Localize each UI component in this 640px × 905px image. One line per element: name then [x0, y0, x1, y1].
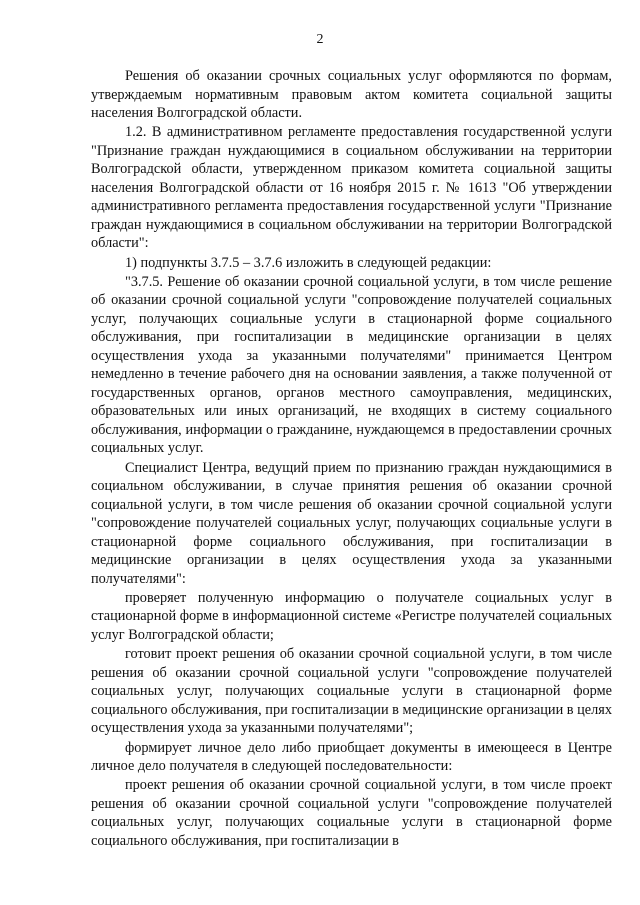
paragraph-checks-information: проверяет полученную информацию о получателе социальных услуг в стационарной форме в информационной системе «Регистре получателей социальных услуг Волгоградской области; — [91, 589, 612, 643]
paragraph-1-2-regulation-amendment: 1.2. В административном регламенте предоставления государственной услуги "Признание граждан нуждающимися в социальном обслуживании на территории Волгоградской области, утвержденном приказом комитета социальной защиты населения Волгоградской области от 16 ноября 2015 г. № 1613 "Об утверждении административного регламента предоставления государственной услуги "Признание граждан нуждающимися в социальном обслуживании на территории Волгоградской области": — [91, 124, 612, 252]
paragraph-decision-forms: Решения об оказании срочных социальных услуг оформляются по формам, утверждаемым нормативным правовым актом комитета социальной защиты населения Волгоградской области. — [91, 68, 612, 121]
paragraph-center-specialist: Специалист Центра, ведущий прием по признанию граждан нуждающимися в социальном обслуживании, в случае принятия решения об оказании срочной социальной услуги, в том числе решения об оказании срочной социальной услуги "сопровождение получателей социальных услуг, получающих социальные услуги в стационарной форме социального обслуживания, при госпитализации в медицинские организации в целях осуществления ухода за указанными получателями": — [91, 459, 612, 587]
paragraph-prepares-draft-decision: готовит проект решения об оказании срочной социальной услуги, в том числе решения об оказании срочной социальной услуги "сопровождение получателей социальных услуг, получающих социальные услуги в стационарной форме социального обслуживания, при госпитализации в медицинские организации в целях осуществления ухода за указанными получателями"; — [91, 646, 612, 737]
paragraph-subpoints-3-7-5-3-7-6: 1) подпункты 3.7.5 – 3.7.6 изложить в следующей редакции: — [125, 254, 492, 271]
document-body — [91, 67, 612, 851]
paragraph-3-7-5-decision: "3.7.5. Решение об оказании срочной социальной услуги, в том числе решение об оказании срочной социальной услуги "сопровождение получателей социальных услуг, получающих социальные услуги в стационарной форме социального обслуживания, при госпитализации в медицинские организации в целях осуществления ухода за указанными получателями" принимается Центром немедленно в течение рабочего дня на основании заявления, а также полученной от государственных органов, органов местного самоуправления, медицинских, образовательных или иных организаций, не входящих в систему социального обслуживания, информации о гражданине, нуждающемся в предоставлении срочных социальных услуг. — [91, 273, 612, 457]
page-number: 2 — [316, 32, 324, 47]
paragraph-draft-decision-continued: проект решения об оказании срочной социальной услуги, в том числе проект решения об оказании срочной социальной услуги "сопровождение получателей социальных услуг, получающих социальные услуги в стационарной форме социального обслуживания, при госпитализации в — [91, 777, 612, 849]
paragraph-forms-personal-file: формирует личное дело либо приобщает документы в имеющееся в Центре личное дело получателя в следующей последовательности: — [91, 739, 612, 775]
